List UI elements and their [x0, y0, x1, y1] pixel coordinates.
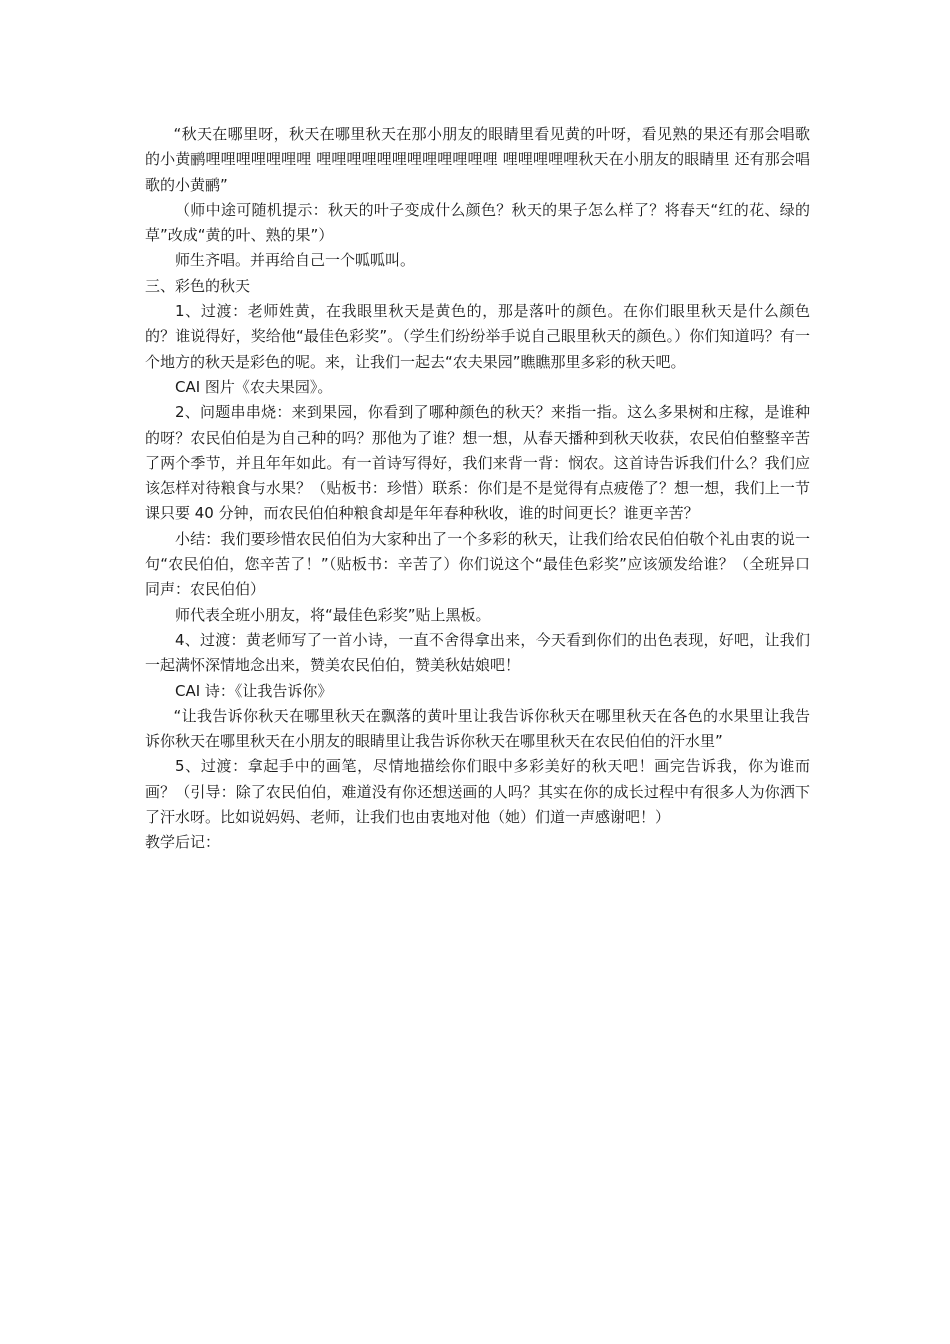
summary-paragraph: 小结：我们要珍惜农民伯伯为大家种出了一个多彩的秋天，让我们给农民伯伯敬个礼由衷的说一句“农民伯伯，您辛苦了！”（贴板书：辛苦了）你们说这个“最佳色彩奖”应该颁发给谁？（全班异口同声：农民伯伯） [145, 529, 810, 599]
poem-text-paragraph: “让我告诉你秋天在哪里秋天在飘落的黄叶里让我告诉你秋天在哪里秋天在各色的水果里让我告诉你秋天在哪里秋天在小朋友的眼睛里让我告诉你秋天在哪里秋天在农民伯伯的汗水里” [145, 706, 810, 751]
award-paragraph: 师代表全班小朋友，将“最佳色彩奖”贴上黑板。 [175, 605, 491, 624]
cai-poem-title-paragraph: CAI 诗：《让我告诉你》 [175, 681, 333, 700]
lesson-plan-body [145, 122, 810, 856]
teaching-notes-heading: 教学后记： [145, 833, 221, 852]
sing-together-paragraph: 师生齐唱。并再给自己一个呱呱叫。 [175, 251, 416, 270]
transition-1-paragraph: 1、过渡：老师姓黄，在我眼里秋天是黄色的，那是落叶的颜色。在你们眼里秋天是什么颜色的？谁说得好，奖给他“最佳色彩奖”。（学生们纷纷举手说自己眼里秋天的颜色。）你们知道吗？有一个地方的秋天是彩色的呢。来，让我们一起去“农夫果园”瞧瞧那里多彩的秋天吧。 [145, 302, 810, 371]
transition-4-paragraph: 4、过渡：黄老师写了一首小诗，一直不舍得拿出来，今天看到你们的出色表现，好吧，让我们一起满怀深情地念出来，赞美农民伯伯，赞美秋姑娘吧！ [145, 630, 810, 675]
song-lyrics-paragraph: “秋天在哪里呀，秋天在哪里秋天在那小朋友的眼睛里看见黄的叶呀，看见熟的果还有那会唱歌的小黄鹂哩哩哩哩哩哩哩 哩哩哩哩哩哩哩哩哩哩哩哩 哩哩哩哩哩秋天在小朋友的眼睛里 还有那会唱歌的小黄鹂” [145, 125, 810, 194]
teacher-hint-paragraph: （师中途可随机提示：秋天的叶子变成什么颜色？秋天的果子怎么样了？将春天“红的花、绿的草”改成“黄的叶、熟的果”） [145, 200, 810, 245]
question-chain-paragraph: 2、问题串串烧：来到果园，你看到了哪种颜色的秋天？来指一指。这么多果树和庄稼，是谁种的呀？农民伯伯是为自己种的吗？那他为了谁？想一想，从春天播种到秋天收获，农民伯伯整整辛苦了两个季节，并且年年如此。有一首诗写得好，我们来背一背：悯农。这首诗告诉我们什么？我们应该怎样对待粮食与水果？（贴板书：珍惜）联系：你们是不是觉得有点疲倦了？想一想，我们上一节课只要 40 分钟，而农民伯伯种粮食却是年年春种秋收，谁的时间更长？谁更辛苦？ [145, 403, 810, 523]
transition-5-paragraph: 5、过渡：拿起手中的画笔，尽情地描绘你们眼中多彩美好的秋天吧！画完告诉我，你为谁而画？（引导：除了农民伯伯，难道没有你还想送画的人吗？其实在你的成长过程中有很多人为你洒下了汗水呀。比如说妈妈、老师，让我们也由衷地对他（她）们道一声感谢吧！） [145, 757, 810, 827]
section-heading-colorful-autumn: 三、彩色的秋天 [145, 276, 251, 295]
cai-picture-paragraph: CAI 图片《农夫果园》。 [175, 377, 333, 396]
